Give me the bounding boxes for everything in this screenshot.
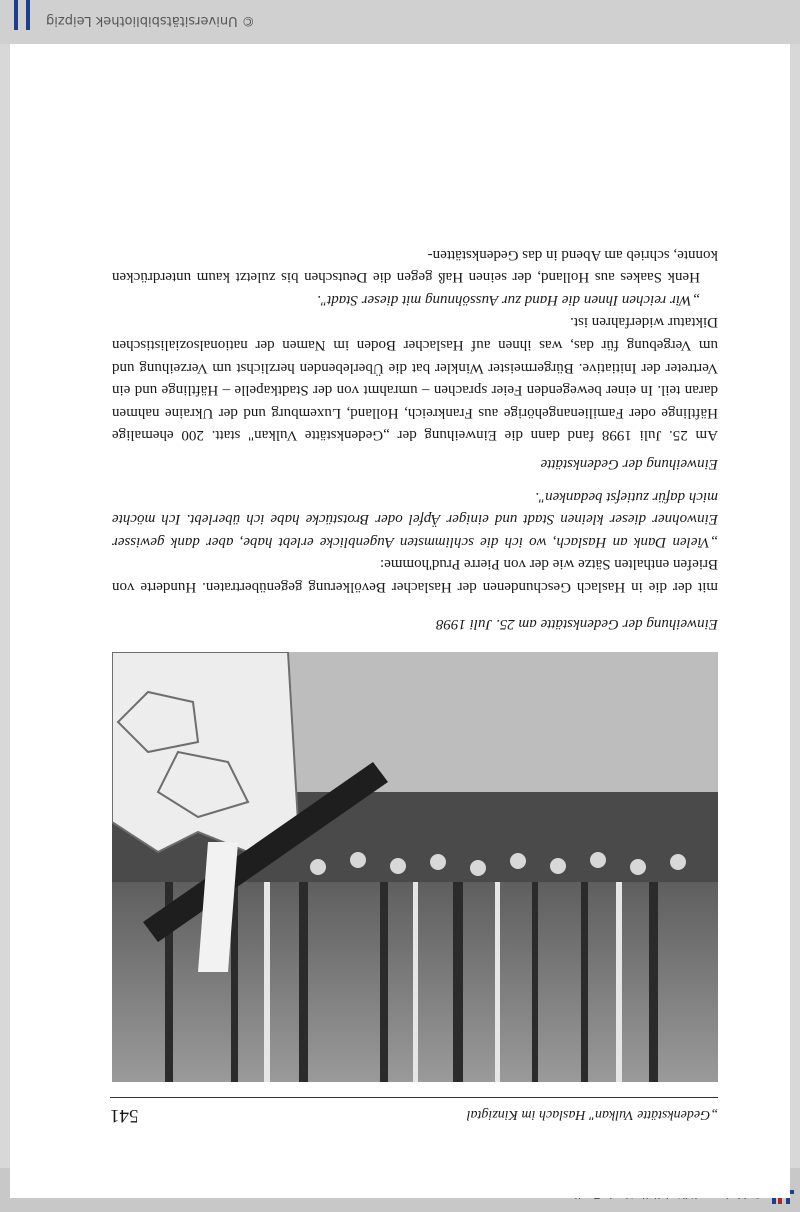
running-title: „Gedenkstätte Vulkan" Haslach im Kinzigtal [466, 1107, 718, 1122]
article-body [112, 243, 718, 598]
photo-caption: Einweihung der Gedenkstätte am 25. Juli 1998 [435, 616, 718, 632]
paragraph: Henk Saakes aus Holland, der seinen Haß gegen die Deutschen bis zuletzt kaum unterdrücken konnte, schrieb am Abend in das Gedenkstätten- [112, 246, 718, 286]
quote-paragraph: „Vielen Dank an Haslach, wo ich die schlimmsten Augenblicke erlebt habe, aber dank gewisser Einwohner dieser kleinen Stadt und einiger Äpfel oder Brotstücke habe ich überlebt. Ich möchte mich dafür zutiefst bedanken". [112, 488, 718, 550]
section-heading: Einweihung der Gedenkstätte [540, 456, 718, 473]
paragraph: mit der die in Haslach Geschundenen der Haslacher Bevölkerung gegenübertraten. Hunderte von Briefen enthalten Sätze wie der von Pierre Prud'homme: [112, 556, 718, 595]
quote-paragraph: „Wir reichen Ihnen die Hand zur Aussöhnung mit dieser Stadt". [317, 291, 700, 308]
page-number: 541 [110, 1105, 139, 1126]
memorial-photo-image [112, 652, 718, 1082]
viewer-footer [0, 0, 800, 44]
scanned-page [10, 42, 790, 1198]
page-header [110, 1097, 718, 1126]
paragraph: Am 25. Juli 1998 fand dann die Einweihung der „Gedenkstätte Vulkan" statt. 200 ehemalige Häftlinge oder Familienangehörige aus Frankreich, Holland, Luxemburg und der Ukraine nahmen daran teil. In einer bewegenden Feier sprachen – umrahmt von der Stadtkapelle – Häftlinge und ein Vertreter der Initiative. Bürgermeister Winkler bat die Überlebenden herzlichst um Verzeihung und um Vergebung für das, was ihnen auf Haslacher Boden im Namen der nationalsozialistischen Diktatur widerfahren ist. [112, 314, 718, 444]
copyright-notice: © Universitätsbibliothek Leipzig [46, 13, 255, 28]
library-logo-icon [10, 0, 34, 30]
memorial-photo [112, 652, 718, 1082]
